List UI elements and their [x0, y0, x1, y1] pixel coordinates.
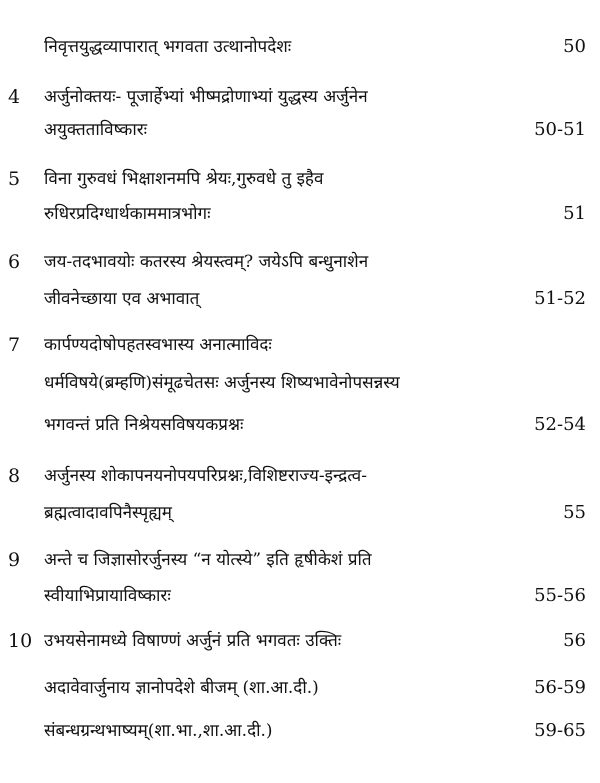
toc-entry-title-line: अर्जुनोक्तयः- पूजार्हेभ्यां भीष्मद्रोणाभ्यां युद्धस्य अर्जुनेन: [44, 87, 368, 107]
toc-entry-number: 4: [8, 86, 21, 108]
toc-entry-page-range: 56: [563, 630, 586, 651]
toc-entry-page-range: 56-59: [534, 677, 586, 698]
toc-entry-page-range: 59-65: [534, 720, 586, 741]
toc-entry-page-range: 50-51: [534, 119, 586, 140]
toc-entry-title-line: जीवनेच्छाया एव अभावात्: [44, 289, 200, 309]
toc-entry-page-range: 52-54: [534, 414, 586, 435]
toc-entry-title-line: स्वीयाभिप्रायाविष्कारः: [44, 586, 171, 606]
toc-entry-title-line: अर्जुनस्य शोकापनयनोपयपरिप्रश्नः,विशिष्टराज्य-इन्द्रत्व-: [44, 466, 367, 486]
toc-entry-number: 10: [8, 630, 33, 652]
toc-entry-title-line: ब्रह्मत्वादावपिनैस्पृह्यम्: [44, 503, 172, 523]
toc-entry-title-line: जय-तदभावयोः कतरस्य श्रेयस्त्वम्? जयेऽपि बन्धुनाशेन: [44, 252, 369, 272]
toc-entry-title-line: अन्ते च जिज्ञासोरर्जुनस्य “न योत्स्ये” इति हृषीकेशं प्रति: [44, 550, 372, 570]
toc-entry-number: 8: [8, 465, 21, 487]
toc-entry-title-line: अदावेवार्जुनाय ज्ञानोपदेशे बीजम् (शा.आ.दी.): [44, 678, 319, 698]
toc-entry-title-line: रुधिरप्रदिग्धार्थकाममात्रभोगः: [44, 204, 211, 224]
toc-entry-title-line: विना गुरुवधं भिक्षाशनमपि श्रेयः,गुरुवधे तु इहैव: [44, 169, 324, 189]
toc-entry-page-range: 55: [563, 502, 586, 523]
toc-entry-title-line: उभयसेनामध्ये विषाण्णं अर्जुनं प्रति भगवतः उक्तिः: [44, 631, 342, 651]
toc-entry-page-range: 51: [563, 203, 586, 224]
toc-entry-number: 9: [8, 549, 21, 571]
toc-entry-number: 7: [8, 334, 21, 356]
toc-entry-page-range: 55-56: [534, 585, 586, 606]
toc-entry-page-range: 51-52: [534, 288, 586, 309]
toc-entry-title-line: भगवन्तं प्रति निश्रेयसविषयकप्रश्नः: [44, 415, 244, 435]
toc-entry-title-line: धर्मविषये(ब्रम्हणि)संमूढचेतसः अर्जुनस्य शिष्यभावेनोपसन्नस्य: [44, 373, 400, 393]
toc-entry-title-line: निवृत्तयुद्धव्यापारात् भगवता उत्थानोपदेशः: [44, 37, 292, 57]
toc-entry-title-line: संबन्धग्रन्थभाष्यम्(शा.भा.,शा.आ.दी.): [44, 721, 273, 741]
toc-entry-title-line: कार्पण्यदोषोपहतस्वभास्य अनात्माविदः: [44, 335, 272, 355]
toc-entry-page-range: 50: [563, 36, 586, 57]
toc-entry-title-line: अयुक्तताविष्कारः: [44, 120, 148, 140]
toc-entry-number: 5: [8, 168, 21, 190]
toc-entry-number: 6: [8, 251, 21, 273]
